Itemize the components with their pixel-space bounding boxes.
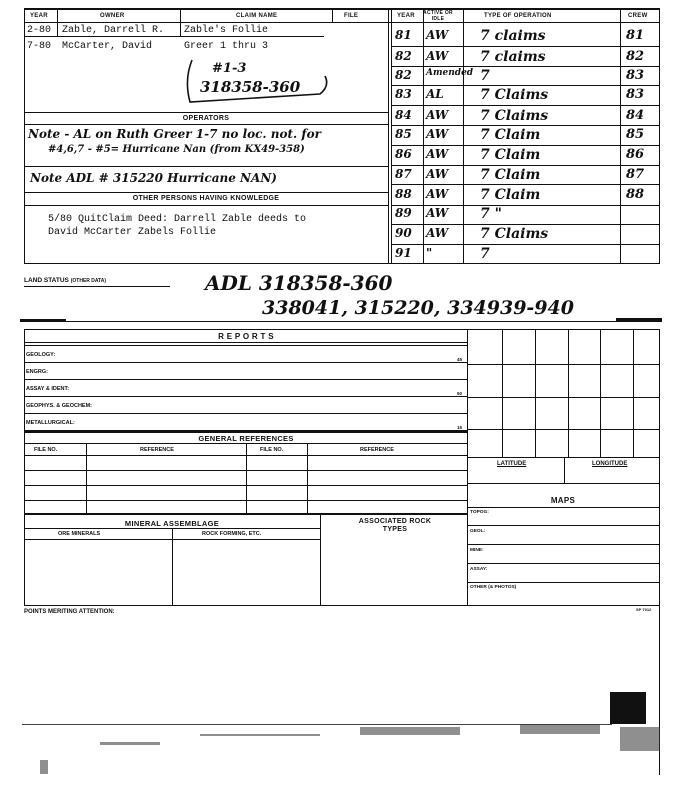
activity-operation: 7 Claims (480, 87, 549, 103)
claim-name-1: Zable's Follie (184, 25, 269, 36)
report-label: GEOPHYS. & GEOCHEM: (26, 403, 93, 409)
activity-year: 84 (395, 108, 412, 122)
activity-operation: 7 Claim (480, 167, 541, 183)
map-row-label: MINE: (470, 548, 484, 553)
note-line-1: Note - AL on Ruth Greer 1-7 no loc. not. for (28, 127, 321, 141)
hand-claims-line2: 318358-360 (200, 78, 301, 96)
hdr-owner: OWNER (100, 13, 125, 19)
map-row-label: GEOL: (470, 529, 486, 534)
activity-operation: 7 (480, 246, 490, 262)
claim-name-2: Greer 1 thru 3 (184, 41, 269, 52)
operators-label: OPERATORS (182, 115, 230, 122)
activity-status: AW (426, 108, 449, 122)
activity-status: AW (426, 127, 449, 141)
report-label: ENGRG: (26, 369, 48, 375)
activity-crew: 83 (626, 68, 645, 83)
reports-title: R E P O R T S (218, 332, 274, 341)
activity-year: 82 (395, 68, 412, 82)
activity-status: AW (426, 147, 449, 161)
activity-operation: 7 Claim (480, 187, 541, 203)
points-meriting-attention-label: POINTS MERITING ATTENTION: (24, 609, 115, 615)
form-number: SP 7012 (636, 607, 652, 612)
activity-year: 89 (395, 206, 412, 220)
report-num: 45 (457, 357, 463, 362)
gr-reference-2: REFERENCE (360, 447, 394, 453)
activity-crew: 87 (626, 167, 645, 182)
activity-operation: 7 Claim (480, 127, 541, 143)
latitude-label: LATITUDE (497, 461, 527, 467)
activity-crew: 83 (626, 87, 645, 102)
associated-rock-types-label: ASSOCIATED ROCK TYPES (358, 518, 432, 533)
activity-year: 85 (395, 127, 412, 141)
hdr-year2: YEAR (397, 13, 415, 19)
mineral-title: MINERAL ASSEMBLAGE (124, 519, 220, 528)
maps-title: MAPS (550, 496, 576, 505)
claims-bracket (180, 58, 340, 104)
general-refs-title: GENERAL REFERENCES (198, 434, 294, 443)
activity-operation: 7 (480, 68, 490, 84)
hdr-crew: CREW (628, 13, 648, 19)
other-persons-label: OTHER PERSONS HAVING KNOWLEDGE (132, 195, 280, 202)
hdr-type-of-operation: TYPE OF OPERATION (484, 13, 552, 19)
activity-operation: 7 Claim (480, 147, 541, 163)
activity-status: Amended (426, 68, 474, 78)
activity-operation: 7 claims (480, 28, 546, 44)
hdr-year: YEAR (30, 13, 48, 19)
owner-name-1: Zable, Darrell R. (62, 25, 165, 36)
hand-claims-line1: #1-3 (212, 61, 247, 76)
activity-status: AW (426, 28, 449, 42)
scan-smudge-block (610, 692, 646, 724)
land-status-line-2: 338041, 315220, 334939-940 (262, 297, 574, 319)
activity-year: 86 (395, 147, 412, 161)
hdr-claim-name: CLAIM NAME (236, 13, 278, 19)
land-status-sublabel: (OTHER DATA) (70, 278, 107, 284)
report-label: ASSAY & IDENT: (26, 386, 70, 392)
activity-crew: 86 (626, 147, 645, 162)
activity-status: AW (426, 49, 449, 63)
activity-year: 90 (395, 226, 412, 240)
activity-status: AL (426, 87, 444, 101)
activity-year: 87 (395, 167, 412, 181)
activity-crew: 82 (626, 49, 645, 64)
report-label: GEOLOGY: (26, 352, 56, 358)
activity-status: AW (426, 167, 449, 181)
report-num: 50 (457, 391, 463, 396)
other-persons-line-2: David McCarter Zabels Follie (48, 227, 217, 238)
ore-minerals-label: ORE MINERALS (58, 531, 101, 537)
activity-crew: 85 (626, 127, 645, 142)
activity-status: AW (426, 206, 449, 220)
note-line-3: Note ADL # 315220 Hurricane NAN) (30, 171, 277, 185)
map-row-label: OTHER (& PHOTOS) (470, 585, 517, 590)
rock-forming-label: ROCK FORMING, ETC. (202, 531, 262, 537)
activity-year: 91 (395, 246, 412, 260)
other-persons-line-1: 5/80 QuitClaim Deed: Darrell Zable deeds to (48, 214, 307, 225)
gr-reference-1: REFERENCE (140, 447, 174, 453)
activity-crew: 84 (626, 108, 645, 123)
activity-operation: 7 Claims (480, 226, 549, 242)
activity-operation: 7 Claims (480, 108, 549, 124)
report-label: METALLURGICAL: (26, 420, 75, 426)
longitude-label: LONGITUDE (592, 461, 628, 467)
activity-year: 88 (395, 187, 412, 201)
note-line-2: #4,6,7 - #5= Hurricane Nan (from KX49-358) (48, 144, 305, 155)
activity-operation: 7 " (480, 206, 502, 222)
activity-status: " (426, 246, 433, 260)
map-row-label: TOPOG: (470, 510, 489, 515)
hdr-active-idle: ACTIVE OR IDLE (423, 10, 453, 22)
activity-status: AW (426, 187, 449, 201)
activity-year: 83 (395, 87, 412, 101)
gr-file-no-1: FILE NO. (34, 447, 58, 453)
activity-crew: 81 (626, 28, 645, 43)
gr-file-no-2: FILE NO. (260, 447, 284, 453)
activity-year: 81 (395, 28, 412, 42)
owner-year-2: 7-80 (27, 41, 52, 52)
land-status-line-1: ADL 318358-360 (205, 271, 393, 295)
land-status-label: LAND STATUS (24, 277, 69, 284)
owner-name-2: McCarter, David (62, 41, 153, 52)
report-num: 15 (457, 425, 463, 430)
activity-crew: 88 (626, 187, 645, 202)
activity-operation: 7 claims (480, 49, 546, 65)
activity-status: AW (426, 226, 449, 240)
activity-year: 82 (395, 49, 412, 63)
map-row-label: ASSAY: (470, 567, 488, 572)
hdr-file: FILE (344, 13, 359, 19)
owner-year-1: 2-80 (27, 25, 52, 36)
